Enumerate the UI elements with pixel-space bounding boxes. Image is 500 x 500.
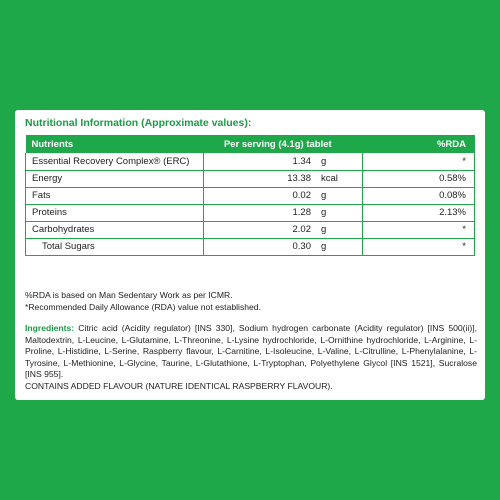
nutrient-value: 0.02: [203, 187, 315, 204]
table-header-row: [26, 135, 475, 153]
nutrient-unit: g: [315, 204, 363, 221]
nutrient-rda: *: [363, 153, 475, 170]
nutrient-rda: 2.13%: [363, 204, 475, 221]
nutrient-name: Carbohydrates: [26, 221, 204, 238]
nutrient-name: Fats: [26, 187, 204, 204]
footnote-rda-basis: %RDA is based on Man Sedentary Work as per ICMR.: [25, 290, 233, 300]
nutrient-rda: 0.58%: [363, 170, 475, 187]
table-row: [26, 204, 475, 221]
footnotes: [25, 290, 475, 313]
nutrient-unit: g: [315, 238, 363, 255]
table-row: [26, 221, 475, 238]
table-row: [26, 187, 475, 204]
nutrient-value: 13.38: [203, 170, 315, 187]
nutrient-value: 1.28: [203, 204, 315, 221]
ingredients-text: Citric acid (Acidity regulator) [INS 330], Sodium hydrogen carbonate (Acidity regulator) [INS 500(ii)], Maltodextrin, L-Leucine, L-Glutamine, L-Threonine, L-Lysine hydrochloride, L-Ornithine hydrochloride, L-Arginine, L-Proline, L-Histidine, L-Serine, Raspberry flavour, L-Carnitine, L-Isoleucine, L-Valine, L-Citrulline, L-Phenylalanine, L-Tyrosine, L-Methionine, L-Glycine, Taurine, L-Glutathione, L-Tryptophan, Polyethylene Glycol [INS 1521], Sucralose [INS 955].: [25, 323, 477, 380]
nutrient-name: Proteins: [26, 204, 204, 221]
header-nutrients: Nutrients: [26, 135, 204, 153]
nutrient-name: Total Sugars: [26, 238, 204, 255]
nutrient-unit: g: [315, 153, 363, 170]
nutrient-unit: g: [315, 187, 363, 204]
nutrient-value: 1.34: [203, 153, 315, 170]
nutrient-name: Energy: [26, 170, 204, 187]
footnote-rda-not-established: *Recommended Daily Allowance (RDA) value not established.: [25, 301, 261, 312]
table-row: [26, 238, 475, 255]
ingredients-block: [25, 323, 477, 393]
table-row: [26, 153, 475, 170]
nutrition-panel: [15, 110, 485, 400]
nutrient-rda: *: [363, 221, 475, 238]
ingredients-label: Ingredients:: [25, 323, 75, 333]
nutrient-name: Essential Recovery Complex® (ERC): [26, 153, 204, 170]
header-serving: Per serving (4.1g) tablet: [203, 135, 362, 153]
nutrient-rda: *: [363, 238, 475, 255]
nutrient-unit: kcal: [315, 170, 363, 187]
nutrition-table: [25, 135, 475, 256]
nutrient-rda: 0.08%: [363, 187, 475, 204]
header-rda: %RDA: [363, 135, 475, 153]
nutrient-unit: g: [315, 221, 363, 238]
table-row: [26, 170, 475, 187]
nutrient-value: 2.02: [203, 221, 315, 238]
flavour-statement: CONTAINS ADDED FLAVOUR (NATURE IDENTICAL RASPBERRY FLAVOUR).: [25, 380, 333, 391]
nutrition-title: Nutritional Information (Approximate values):: [25, 117, 252, 129]
nutrient-value: 0.30: [203, 238, 315, 255]
